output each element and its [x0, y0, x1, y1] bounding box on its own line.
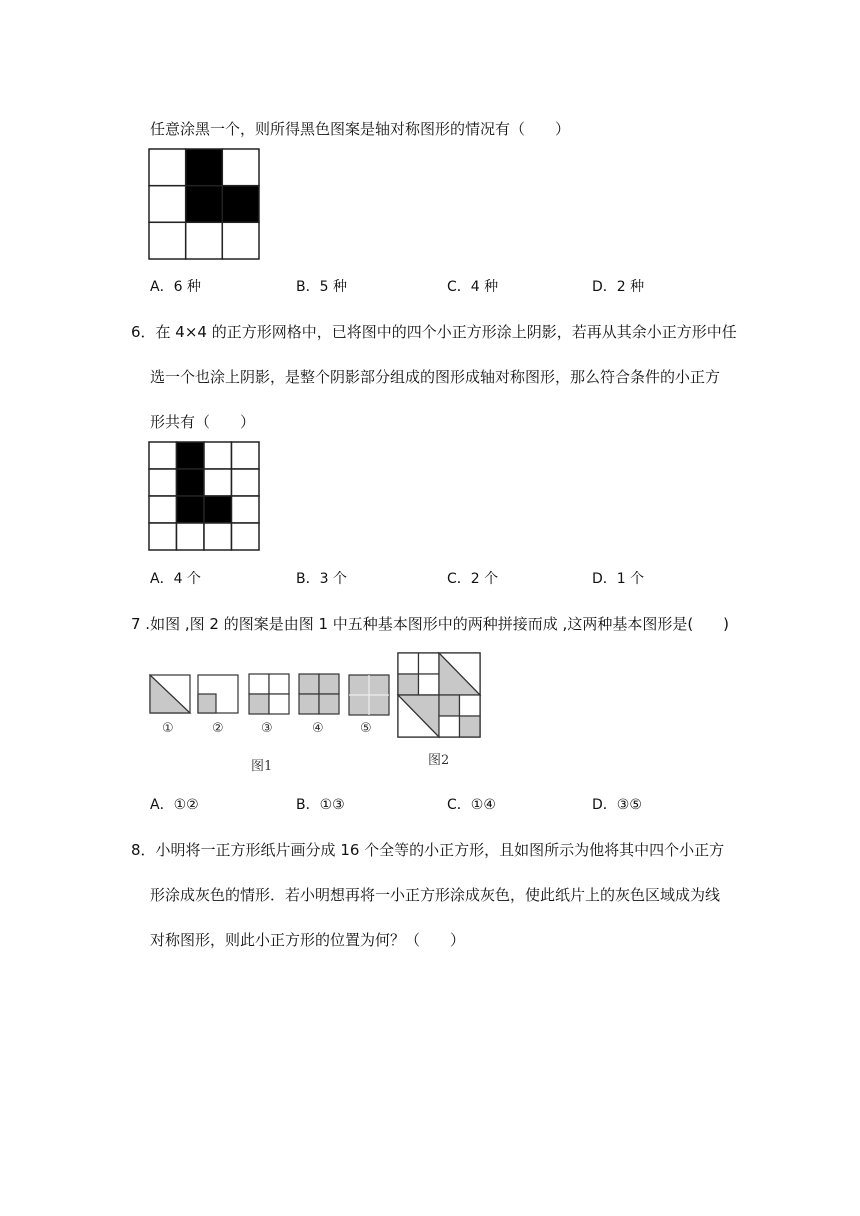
q5-option-b: B．5 种 [296, 279, 347, 295]
q5-option-d: D．2 种 [592, 279, 645, 295]
fig2-label: 图2 [428, 753, 450, 768]
fig1-mark-4: ④ [312, 721, 324, 736]
q8-text-line1: 8．小明将一正方形纸片画分成 16 个全等的小正方形，且如图所示为他将其中四个小正方 [131, 841, 725, 859]
fig1-shape-3 [249, 674, 289, 714]
q6-text-line2: 选一个也涂上阴影，是整个阴影部分组成的图形成轴对称图形，那么符合条件的小正方 [150, 368, 721, 386]
q6-option-b: B．3 个 [296, 571, 347, 587]
q6-option-c: C．2 个 [447, 571, 499, 587]
q5-option-a: A．6 种 [150, 279, 201, 295]
q5-grid-figure [149, 149, 259, 259]
q6-text-line1: 6．在 4×4 的正方形网格中，已将图中的四个小正方形涂上阴影，若再从其余小正方形中任 [131, 323, 737, 341]
fig1-mark-5: ⑤ [360, 721, 372, 736]
q6-option-d: D．1 个 [592, 571, 645, 587]
fig1-shape-5 [349, 675, 389, 715]
q6-option-a: A．4 个 [150, 571, 201, 587]
q5-text: 任意涂黑一个，则所得黑色图案是轴对称图形的情况有（ ） [150, 120, 571, 138]
q7-option-a: A．①② [150, 797, 199, 813]
q7-option-c: C．①④ [447, 797, 496, 813]
q6-text-line3: 形共有（ ） [150, 413, 256, 431]
fig1-mark-1: ① [162, 721, 174, 736]
q8-text-line3: 对称图形，则此小正方形的位置为何？（ ） [150, 931, 466, 949]
q7-figures [148, 650, 483, 780]
q8-text-line2: 形涂成灰色的情形．若小明想再将一小正方形涂成灰色，使此纸片上的灰色区域成为线 [150, 886, 721, 904]
fig2-pattern [398, 653, 480, 737]
fig1-shape-2 [198, 675, 238, 713]
q6-grid-figure [149, 442, 259, 550]
q7-option-b: B．①③ [296, 797, 345, 813]
q7-text: 7 .如图 ,图 2 的图案是由图 1 中五种基本图形中的两种拼接而成 ,这两种基本图形是( ) [131, 615, 730, 633]
q5-option-c: C．4 种 [447, 279, 499, 295]
fig1-shape-1 [150, 675, 190, 713]
fig1-mark-2: ② [212, 721, 224, 736]
fig1-label: 图1 [251, 759, 273, 774]
fig1-shape-4 [299, 674, 339, 714]
q7-option-d: D．③⑤ [592, 797, 642, 813]
fig1-mark-3: ③ [261, 721, 273, 736]
